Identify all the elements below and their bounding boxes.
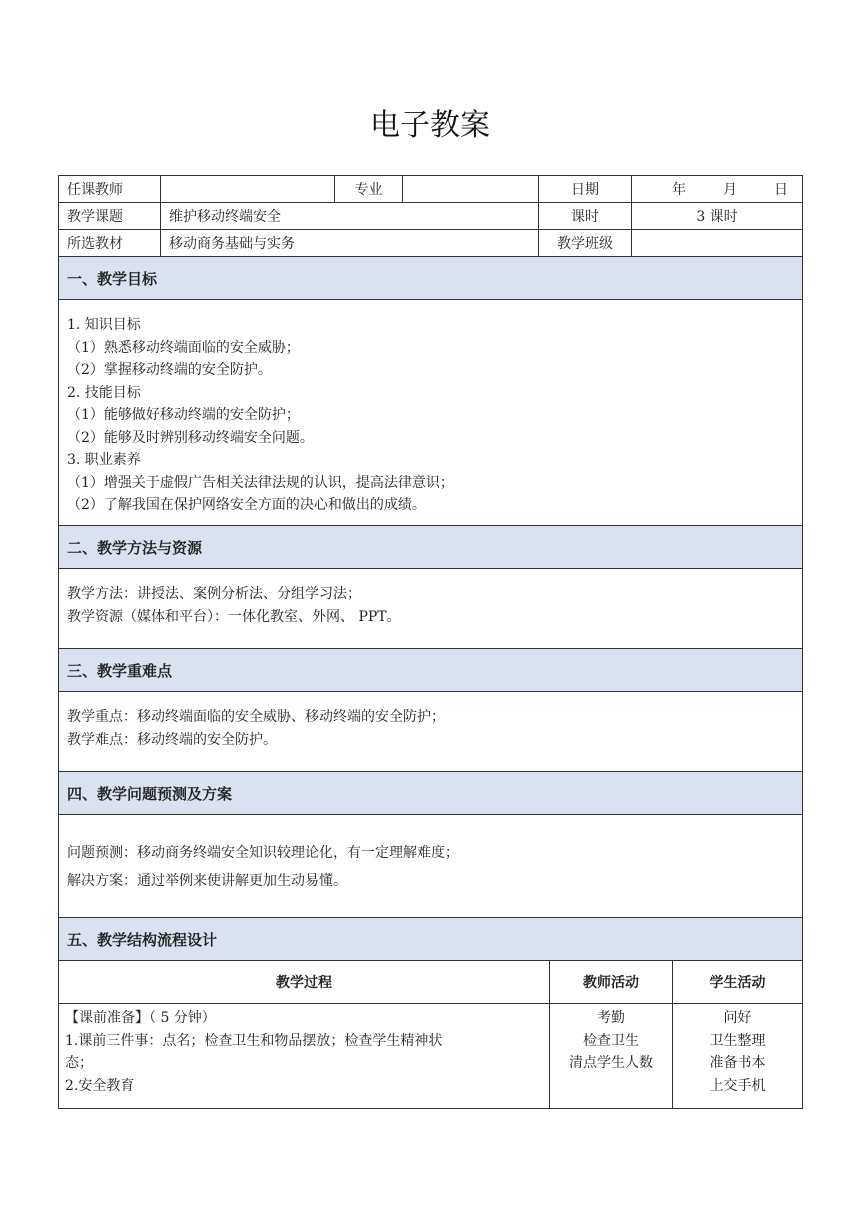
objective-line: （1）熟悉移动终端面临的安全威胁； <box>67 339 300 356</box>
teacher-value <box>161 176 335 202</box>
objective-line: 3. 职业素养 <box>67 452 141 468</box>
problems-body <box>59 815 802 917</box>
student-activity-item: 问好 <box>723 1010 752 1026</box>
flow-header-row <box>59 918 802 961</box>
teacher-activity-item: 考勤 <box>597 1010 625 1026</box>
objectives-heading: 一、教学目标 <box>59 257 802 299</box>
methods-body <box>59 569 802 648</box>
date-label: 日期 <box>539 176 632 202</box>
info-row-textbook <box>59 230 802 257</box>
topic-label: 教学课题 <box>59 203 161 229</box>
teacher-activity-item: 检查卫生 <box>583 1032 639 1049</box>
document-title: 电子教案 <box>370 108 490 143</box>
keypoints-body <box>59 692 802 771</box>
objective-line: 2. 技能目标 <box>67 384 141 401</box>
problems-body-row <box>59 815 802 918</box>
major-value <box>403 176 539 202</box>
student-activity-cell <box>673 1004 802 1108</box>
class-value <box>632 230 802 256</box>
methods-header-row <box>59 526 802 569</box>
method-line: 教学方法：讲授法、案例分析法、分组学习法； <box>67 586 361 602</box>
process-line: 2.安全教育 <box>65 1077 135 1094</box>
info-row-teacher <box>59 176 802 203</box>
methods-heading: 二、教学方法与资源 <box>59 526 802 568</box>
textbook-label: 所选教材 <box>59 230 161 256</box>
hours-label: 课时 <box>539 203 632 229</box>
lesson-plan-table <box>58 175 803 1109</box>
method-line: 教学资源（媒体和平台）：一体化教室、外网、 PPT。 <box>67 608 401 625</box>
objective-line: （1）能够做好移动终端的安全防护； <box>67 407 300 423</box>
problems-heading: 四、教学问题预测及方案 <box>59 772 802 814</box>
date-value <box>632 176 802 202</box>
process-line: 1.课前三件事：点名；检查卫生和物品摆放；检查学生精神状 <box>65 1032 443 1049</box>
student-activity-item: 卫生整理 <box>709 1032 766 1049</box>
objective-line: 1. 知识目标 <box>67 317 141 333</box>
flow-heading: 五、教学结构流程设计 <box>59 918 802 960</box>
major-label: 专业 <box>335 176 403 202</box>
keypoints-body-row <box>59 692 802 772</box>
keypoint-line: 教学难点：移动终端的安全防护。 <box>67 731 277 748</box>
objective-line: （2）了解我国在保护网络安全方面的决心和做出的成绩。 <box>67 497 426 513</box>
student-activity-item: 准备书本 <box>709 1055 766 1071</box>
objective-line: （1）增强关于虚假广告相关法律法规的认识，提高法律意识； <box>67 474 454 491</box>
objectives-body-row <box>59 300 802 526</box>
objectives-body <box>59 300 802 525</box>
process-header: 教学过程 <box>59 961 550 1003</box>
keypoints-header-row <box>59 649 802 692</box>
topic-value: 维护移动终端安全 <box>161 203 539 229</box>
problem-line: 解决方案：通过举例来使讲解更加生动易懂。 <box>67 873 347 889</box>
process-line: 态； <box>65 1055 93 1071</box>
keypoint-line: 教学重点：移动终端面临的安全威胁、移动终端的安全防护； <box>67 709 445 725</box>
process-header-row <box>59 961 802 1004</box>
problem-line: 问题预测：移动商务终端安全知识较理论化，有一定理解难度； <box>67 845 459 861</box>
keypoints-heading: 三、教学重难点 <box>59 649 802 691</box>
textbook-value: 移动商务基础与实务 <box>161 230 539 256</box>
date-year: 年 <box>672 182 686 198</box>
info-row-topic <box>59 203 802 230</box>
problems-header-row <box>59 772 802 815</box>
teacher-activity-header: 教师活动 <box>550 961 673 1003</box>
objective-line: （2）掌握移动终端的安全防护。 <box>67 362 272 378</box>
process-row <box>59 1004 802 1108</box>
teacher-activity-cell <box>550 1004 673 1108</box>
teacher-activity-item: 清点学生人数 <box>569 1055 653 1071</box>
process-cell <box>59 1004 550 1108</box>
class-label: 教学班级 <box>539 230 632 256</box>
student-activity-item: 上交手机 <box>709 1077 766 1094</box>
objectives-header-row <box>59 257 802 300</box>
teacher-label: 任课教师 <box>59 176 161 202</box>
methods-body-row <box>59 569 802 649</box>
date-month: 月 <box>723 182 737 198</box>
process-line: 【课前准备】（ 5 分钟） <box>65 1010 216 1026</box>
objective-line: （2）能够及时辨别移动终端安全问题。 <box>67 429 314 446</box>
date-day: 日 <box>774 182 788 198</box>
hours-value: 3 课时 <box>696 209 738 225</box>
student-activity-header: 学生活动 <box>709 975 766 991</box>
